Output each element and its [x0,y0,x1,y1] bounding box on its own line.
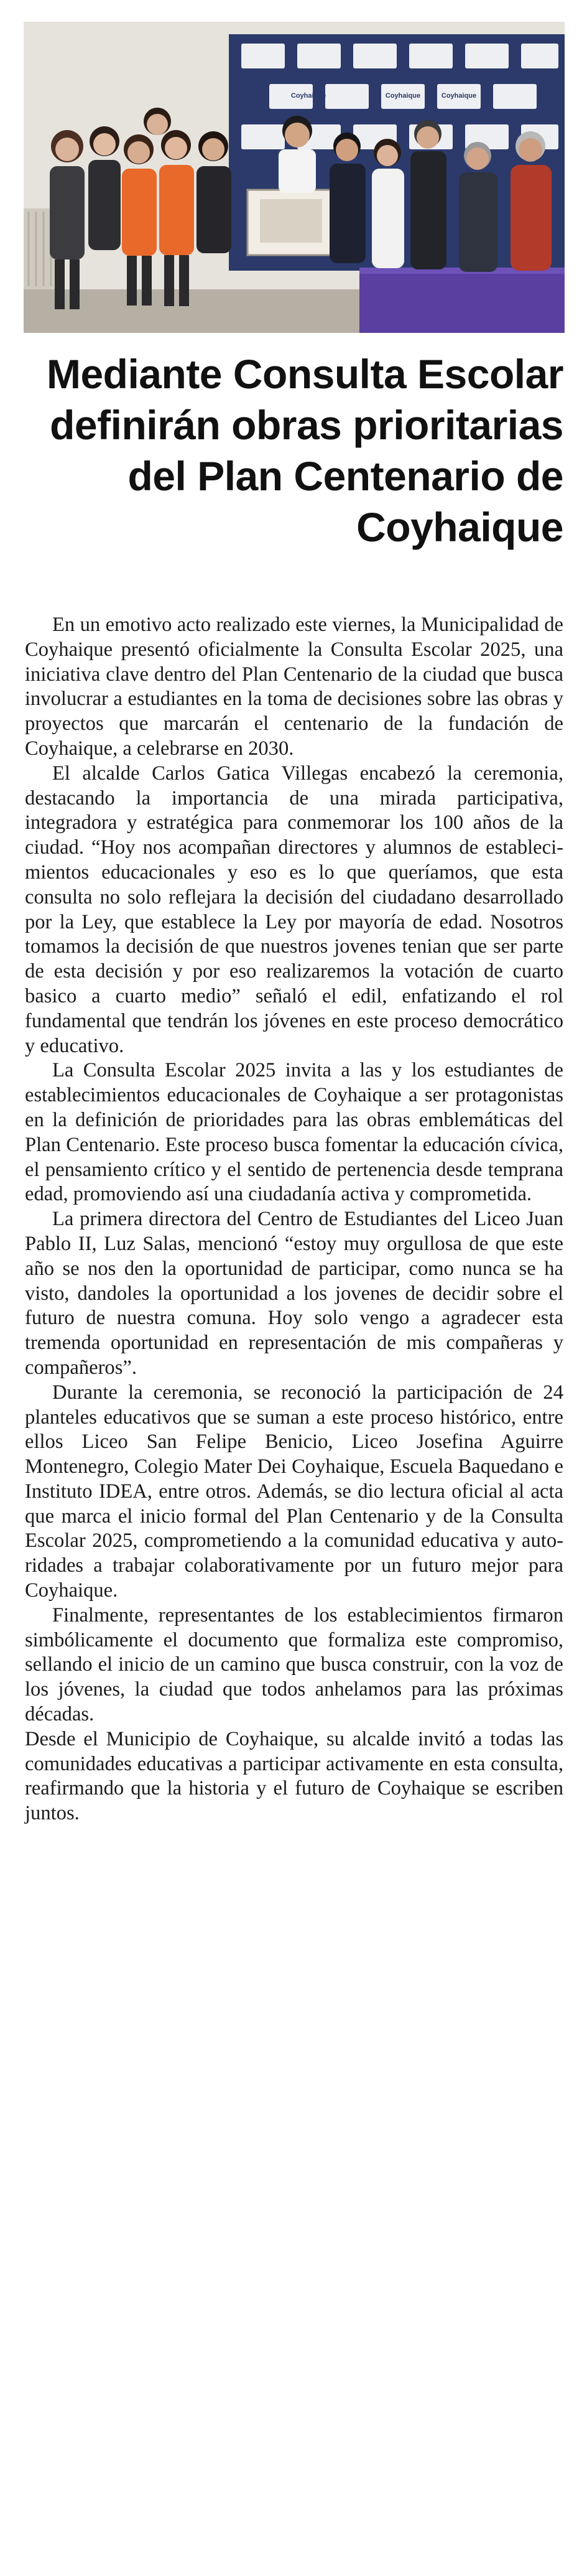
article-paragraph: Desde el Municipio de Coyhaique, su alcalde invitó a todas las comunidades educativas a participar activamente en esta consulta, reafirmando que la historia y el futuro de Coyhaique se escriben juntos. [25,1727,563,1825]
article-headline: Mediante Consulta Escolar definirán obras prioritarias del Plan Centenario de Coyhaique [46,351,563,550]
svg-text:Coyhaique: Coyhaique [441,92,477,100]
ceremony-photo-illustration [24,22,565,333]
article-paragraph: En un emotivo acto realizado este viernes, la Municipalidad de Coyhaique presentó oficialmente la Consulta Escolar 2025, una iniciativa clave dentro del Plan Centenario de la ciudad que busca involucrar a estudiantes en la toma de decisiones sobre las obras y proyectos que marcarán el centenario de la fundación de Coyhaique, a celebrarse en 2030. [25,614,563,760]
article-paragraph: La Consulta Escolar 2025 invita a las y los estudiantes de establecimientos educacionales de Coyhaique a ser protagonistas en la definición de prioridades para las obras emblemáticas del Plan Centenario. Este proceso busca fomentar la educación cívica, el pensamiento crítico y el sentido de pertenencia desde temprana edad, promoviendo así una ciudadanía activa y comprometida. [25,1059,563,1206]
article-paragraph: Durante la ceremonia, se reconoció la participación de 24 planteles educativos que se suman a este proceso histórico, entre ellos Liceo San Felipe Benicio, Liceo Josefina Aguirre Montenegro, Colegio Mater Dei Coyhaique, Escuela Baquedano e Instituto IDEA, entre otros. Además, se dio lectura oficial al acta que marca el inicio formal del Plan Centenario y de la Consulta Escolar 2025, comprometiendo a la comunidad educativa y autoridades a trabajar colaborativamente por un futuro mejor para Coyhaique. [25,1381,563,1602]
article-body [25,613,563,1826]
article-paragraph: Finalmente, representantes de los establecimientos firmaron simbólicamente el documento que formaliza este compromiso, sellando el inicio de un camino que busca construir, con la voz de los jóvenes, la ciudad que todos anhelamos para las próximas décadas. [25,1603,563,1726]
svg-text:Coyhaique: Coyhaique [385,92,421,100]
svg-text:Coyhaique: Coyhaique [290,92,326,100]
article-paragraph: La primera directora del Centro de Estudiantes del Liceo Juan Pablo II, Luz Salas, mencionó “estoy muy orgullosa de que este año se nos den la oportunidad de participar, como nunca se ha visto, dandoles la oportunidad a los jovenes de decidir sobre el futuro de nuestra comuna. Hoy solo vengo a agradecer esta tremenda oportunidad en representación de mis compañeras y compañeros”. [25,1208,563,1379]
article-paragraph: El alcalde Carlos Gatica Villegas encabezó la ceremonia, destacando la importancia de una mirada participativa, integradora y estratégica para conmemorar los 100 años de la ciudad. “Hoy nos acompañan directores y alumnos de establecimientos educacionales y eso es lo que queríamos, que esta consulta no solo reflejara la decisión del ciudadano desarrollado por la Ley, que establece la Ley por mayoría de edad. Nosotros tomamos la decisión de que nuestros jovenes tenian que ser parte de esta decisión y por eso realizaremos la votación de cuarto basico a cuarto medio” señaló el edil, enfatizando el rol fundamental que tendrán los jóvenes en este proceso democrático y educativo. [25,762,563,1057]
article-photo [24,22,565,333]
